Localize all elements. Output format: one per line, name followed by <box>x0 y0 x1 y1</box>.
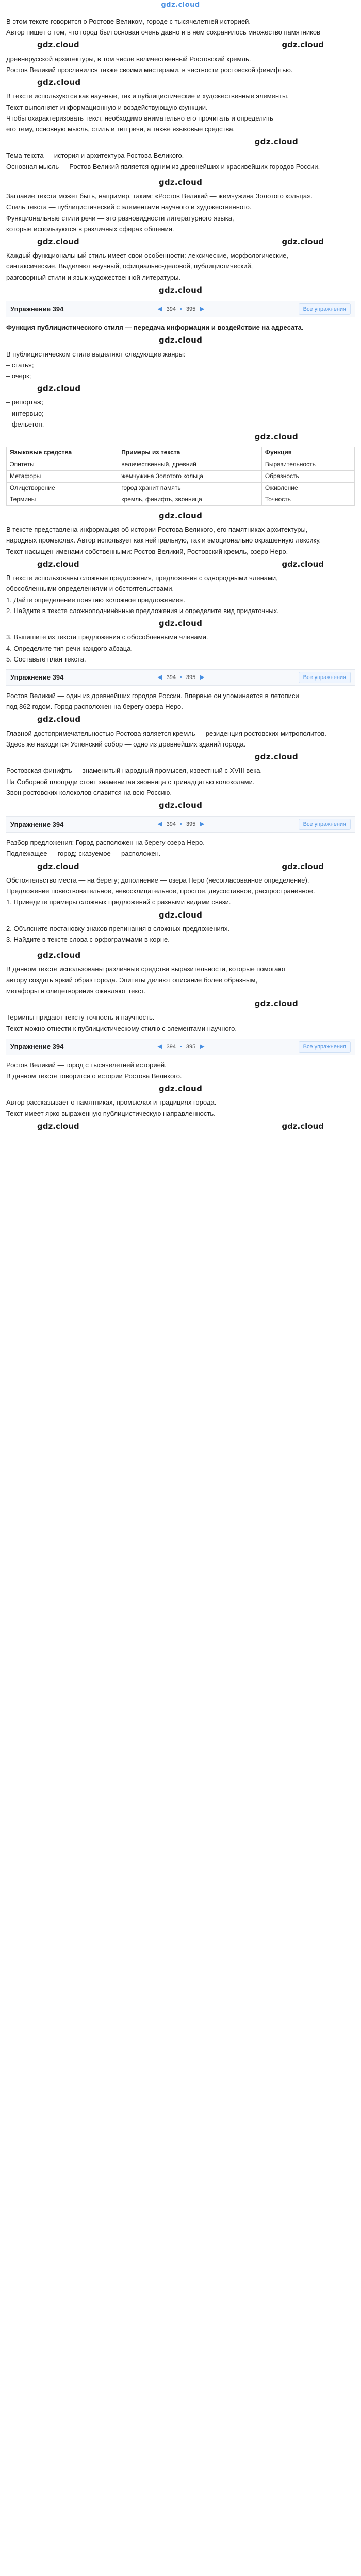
text-line: Звон ростовских колоколов славится на всю Россию. <box>6 788 172 796</box>
watermark-row <box>6 39 355 50</box>
text-line: обособленными определениями и обстоятельствами. <box>6 585 174 593</box>
text-line: В тексте использованы сложные предложения, предложения с однородными членами, <box>6 574 278 582</box>
text-line: 4. Определите тип речи каждого абзаца. <box>6 644 133 652</box>
text-line: древнерусской архитектуры, в том числе величественный Ростовский кремль. <box>6 55 251 63</box>
text-line: 3. Найдите в тексте слова с орфограммами в корне. <box>6 935 170 943</box>
text-line: Основная мысль — Ростов Великий является одним из древнейших и красивейших городов России. <box>6 162 320 171</box>
table-cell: Выразительность <box>261 459 354 471</box>
exercise-title: Упражнение 394 <box>10 820 64 828</box>
analysis-table <box>6 447 355 506</box>
text-block-5 <box>6 691 355 811</box>
table-row <box>7 470 355 482</box>
separator-dot-icon: • <box>180 821 182 828</box>
table-cell: Эпитеты <box>7 459 118 471</box>
text-line: Текст имеет ярко выраженную публицистическую направленность. <box>6 1109 216 1117</box>
text-line: метафоры и олицетворения оживляют текст. <box>6 987 145 995</box>
watermark: gdz.cloud <box>282 237 324 247</box>
separator-dot-icon: • <box>180 674 182 681</box>
separator-dot-icon: • <box>180 306 182 312</box>
table-cell: Образность <box>261 470 354 482</box>
text-line: которые используются в различных сферах общения. <box>6 225 174 233</box>
watermark: gdz.cloud <box>158 1084 203 1094</box>
text-line: 1. Приведите примеры сложных предложений с разными видами связи. <box>6 898 231 906</box>
watermark: gdz.cloud <box>37 40 79 50</box>
watermark: gdz.cloud <box>37 78 81 88</box>
next-exercise-link[interactable]: 395 <box>186 306 196 312</box>
exercise-pager <box>157 304 204 314</box>
table-row <box>7 447 355 459</box>
text-line: Главной достопримечательностью Ростова является кремль — резиденция ростовских митрополитов. <box>6 729 326 737</box>
table-cell: жемчужина Золотого кольца <box>118 470 262 482</box>
watermark: gdz.cloud <box>254 137 298 147</box>
watermark-row <box>6 1121 355 1132</box>
watermark-row <box>6 861 355 872</box>
watermark-row <box>6 558 355 570</box>
text-block-6 <box>6 838 355 944</box>
text-line: В данном тексте использованы различные средства выразительности, которые помогают <box>6 965 286 973</box>
watermark: gdz.cloud <box>158 800 203 810</box>
text-line: Функция публицистического стиля — передача информации и воздействие на адресата. <box>6 324 304 332</box>
text-line: автору создать яркий образ города. Эпитеты делают описание более образным, <box>6 976 257 984</box>
text-block-8 <box>6 1060 355 1132</box>
exercise-nav-bar <box>6 301 355 317</box>
next-exercise-link[interactable]: 395 <box>186 1043 196 1050</box>
text-line: – очерк; <box>6 372 31 380</box>
watermark: gdz.cloud <box>282 1121 324 1131</box>
watermark: gdz.cloud <box>37 951 81 960</box>
table-cell: Оживление <box>261 482 354 494</box>
text-line: 5. Составьте план текста. <box>6 655 86 663</box>
text-line: 3. Выпишите из текста предложения с обособленными членами. <box>6 633 208 641</box>
text-line: 1. Дайте определение понятию «сложное предложение». <box>6 596 185 604</box>
text-line: – интервью; <box>6 409 44 417</box>
text-line: Чтобы охарактеризовать текст, необходимо внимательно его прочитать и определить <box>6 114 273 122</box>
text-line: На Соборной площади стоит знаменитая звонница с тринадцатью колоколами. <box>6 777 255 786</box>
text-block-3 <box>6 323 355 443</box>
text-line: синтаксические. Выделяют научный, официально-деловой, публицистический, <box>6 262 253 270</box>
next-arrow-icon[interactable]: ▶ <box>200 305 205 313</box>
text-block-4 <box>6 510 355 664</box>
prev-arrow-icon[interactable]: ◀ <box>157 1042 162 1050</box>
table-cell: Метафоры <box>7 470 118 482</box>
text-line: народных промыслах. Автор использует как нейтральную, так и эмоционально окрашенную лексику. <box>6 536 321 545</box>
text-line: В тексте используются как научные, так и публицистические и художественные элементы. <box>6 92 289 100</box>
all-exercises-button[interactable]: Все упражнения <box>299 303 351 315</box>
prev-exercise-link[interactable]: 394 <box>166 1043 176 1050</box>
watermark: gdz.cloud <box>254 999 298 1009</box>
watermark: gdz.cloud <box>37 715 81 724</box>
watermark: gdz.cloud <box>158 910 203 920</box>
text-line: Ростов Великий — один из древнейших городов России. Впервые он упоминается в летописи <box>6 691 299 700</box>
watermark: gdz.cloud <box>158 511 203 521</box>
table-row <box>7 494 355 506</box>
prev-exercise-link[interactable]: 394 <box>166 306 176 312</box>
text-line: Ростов Великий прославился также своими мастерами, в частности ростовской финифтью. <box>6 65 293 74</box>
watermark: gdz.cloud <box>282 861 324 871</box>
next-arrow-icon[interactable]: ▶ <box>200 820 205 828</box>
text-line: В этом тексте говорится о Ростове Великом, городе с тысячелетней историей. <box>6 18 251 25</box>
table-row <box>7 482 355 494</box>
prev-arrow-icon[interactable]: ◀ <box>157 673 162 681</box>
text-line: 2. Найдите в тексте сложноподчинённые предложения и определите вид придаточных. <box>6 606 279 615</box>
table-cell: кремль, финифть, звонница <box>118 494 262 506</box>
page <box>0 0 361 1132</box>
text-line: – репортаж; <box>6 398 43 406</box>
table-row <box>7 459 355 471</box>
watermark: gdz.cloud <box>254 752 298 762</box>
text-line: Тема текста — история и архитектура Ростова Великого. <box>6 151 184 160</box>
text-line: Разбор предложения: Город расположен на берегу озера Неро. <box>6 839 205 847</box>
text-line: Термины придают тексту точность и научность. <box>6 1013 155 1022</box>
table-header-cell: Примеры из текста <box>118 447 262 459</box>
text-line: В данном тексте говорится о истории Ростова Великого. <box>6 1072 182 1080</box>
watermark: gdz.cloud <box>37 237 79 247</box>
text-line: Ростовская финифть — знаменитый народный промысел, известный с XVIII века. <box>6 767 262 775</box>
next-exercise-link[interactable]: 395 <box>186 821 196 828</box>
watermark: gdz.cloud <box>37 559 79 569</box>
exercise-nav-bar <box>6 669 355 686</box>
text-block-1 <box>6 16 355 172</box>
next-arrow-icon[interactable]: ▶ <box>200 673 205 681</box>
watermark: gdz.cloud <box>37 861 79 871</box>
text-line: В публицистическом стиле выделяют следующие жанры: <box>6 350 186 358</box>
table-cell: Термины <box>7 494 118 506</box>
text-line: разговорный стили и язык художественной литературы. <box>6 273 181 281</box>
text-line: Здесь же находится Успенский собор — одно из древнейших зданий города. <box>6 740 246 748</box>
text-line: В тексте представлена информация об истории Ростова Великого, его памятниках архитектуры, <box>6 526 308 534</box>
text-line: Заглавие текста может быть, например, таким: «Ростов Великий — жемчужина Золотого кольца». <box>6 192 313 200</box>
exercise-pager <box>157 820 204 829</box>
all-exercises-button[interactable]: Все упражнения <box>299 672 351 683</box>
watermark: gdz.cloud <box>37 384 81 394</box>
exercise-title: Упражнение 394 <box>10 305 64 313</box>
table-cell: Олицетворение <box>7 482 118 494</box>
table-cell: город хранит память <box>118 482 262 494</box>
exercise-pager <box>157 1042 204 1052</box>
text-line: Предложение повествовательное, невосклицательное, простое, двусоставное, распространённое. <box>6 887 315 895</box>
watermark: gdz.cloud <box>158 335 203 345</box>
text-line: Функциональные стили речи — это разновидности литературного языка, <box>6 214 234 222</box>
watermark: gdz.cloud <box>282 559 324 569</box>
exercise-title: Упражнение 394 <box>10 1043 64 1051</box>
watermark: gdz.cloud <box>158 619 203 629</box>
text-block-7 <box>6 950 355 1033</box>
next-arrow-icon[interactable]: ▶ <box>200 1042 205 1050</box>
text-block-2 <box>6 177 355 296</box>
exercise-title: Упражнение 394 <box>10 673 64 682</box>
table-cell: Точность <box>261 494 354 506</box>
prev-arrow-icon[interactable]: ◀ <box>157 305 162 313</box>
text-line: Текст выполняет информационную и воздействующую функции. <box>6 103 208 111</box>
text-line: Каждый функциональный стиль имеет свои особенности: лексические, морфологические, <box>6 251 288 260</box>
watermark: gdz.cloud <box>158 285 203 295</box>
text-line: 2. Объясните постановку знаков препинания в сложных предложениях. <box>6 924 229 933</box>
next-exercise-link[interactable]: 395 <box>186 674 196 681</box>
watermark: gdz.cloud <box>254 432 298 442</box>
prev-exercise-link[interactable]: 394 <box>166 674 176 681</box>
separator-dot-icon: • <box>180 1043 182 1050</box>
all-exercises-button[interactable]: Все упражнения <box>299 1041 351 1053</box>
watermark: gdz.cloud <box>37 1121 79 1131</box>
text-line: Обстоятельство места — на берегу; дополнение — озера Неро (несогласованное определение). <box>6 876 309 884</box>
text-line: Ростов Великий — город с тысячелетней историей. <box>6 1061 167 1069</box>
site-logo[interactable]: gdz.cloud <box>161 1 200 9</box>
text-line: – фельетон. <box>6 420 44 428</box>
watermark: gdz.cloud <box>282 40 324 50</box>
exercise-nav-bar <box>6 1039 355 1055</box>
text-line: Подлежащее — город; сказуемое — расположен. <box>6 850 161 858</box>
text-line: – статья; <box>6 361 34 369</box>
prev-arrow-icon[interactable]: ◀ <box>157 820 162 828</box>
table-header-cell: Языковые средства <box>7 447 118 459</box>
top-bar <box>6 0 355 13</box>
text-line: Текст можно отнести к публицистическому стилю с элементами научного. <box>6 1024 237 1032</box>
text-line: под 862 годом. Город расположен на берегу озера Неро. <box>6 703 183 711</box>
exercise-nav-bar <box>6 816 355 833</box>
exercise-pager <box>157 673 204 682</box>
all-exercises-button[interactable]: Все упражнения <box>299 819 351 830</box>
text-line: Стиль текста — публицистический с элементами научного и художественного. <box>6 203 252 211</box>
watermark: gdz.cloud <box>158 177 203 187</box>
watermark-row <box>6 236 355 247</box>
text-line: Автор рассказывает о памятниках, промыслах и традициях города. <box>6 1098 217 1107</box>
text-line: Автор пишет о том, что город был основан очень давно и в нём сохранилось множество памятников <box>6 28 321 37</box>
table-cell: величественный, древний <box>118 459 262 471</box>
prev-exercise-link[interactable]: 394 <box>166 821 176 828</box>
text-line: его тему, основную мысль, стиль и тип речи, а также языковые средства. <box>6 125 235 133</box>
table-header-cell: Функция <box>261 447 354 459</box>
text-line: Текст насыщен именами собственными: Ростов Великий, Ростовский кремль, озеро Неро. <box>6 547 288 555</box>
